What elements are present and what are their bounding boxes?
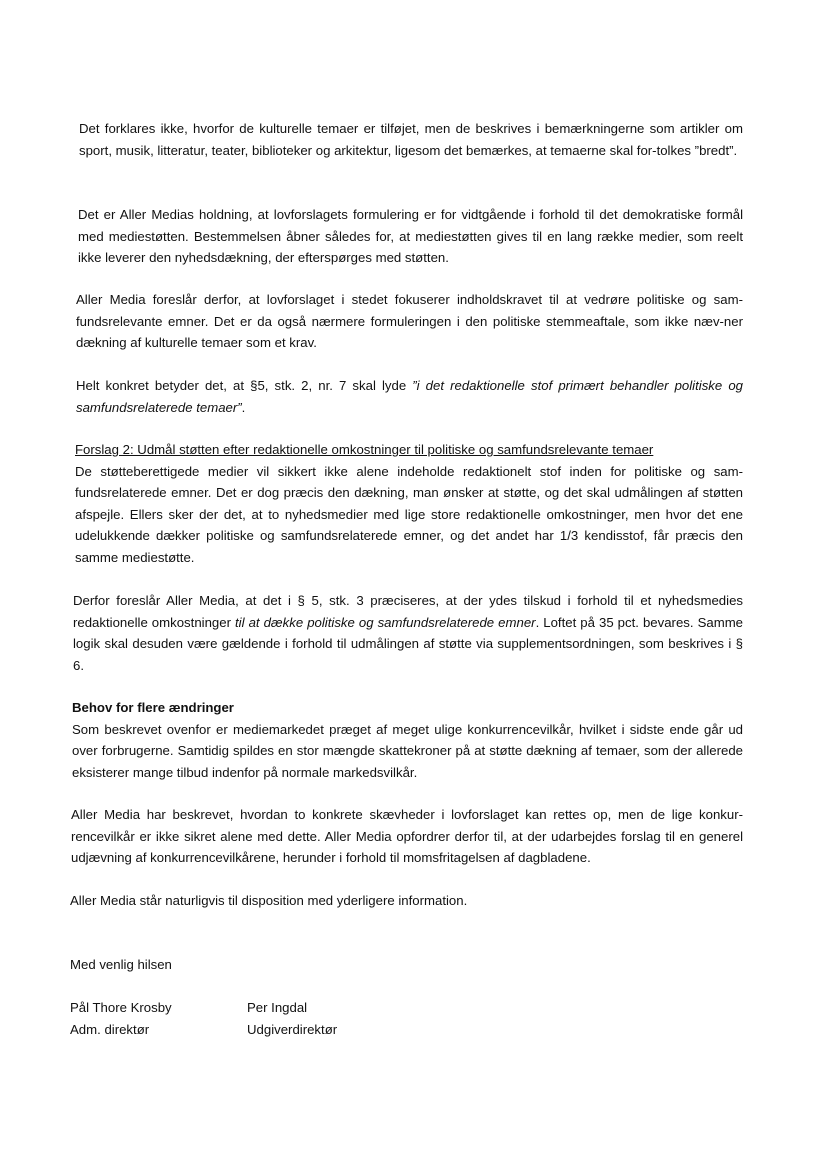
paragraph-concrete-wording-start: Helt konkret betyder det, at §5, stk. 2, nr. 7 skal lyde	[76, 378, 413, 393]
paragraph-proposal-2: De støtteberettigede medier vil sikkert ikke alene indeholde redaktionelt stof inden for politiske og sam-fundsrelaterede emner. Det er dog præcis den dækning, man ønsker at støtte, og det skal udmålingen af støtten afspejle. Ellers sker der det, at to nyhedsmedier med lige store redaktionelle omkostninger, men hvor det ene udelukkende dækker politiske og samfundsrelaterede emner, og det andet har 1/3 kendisstof, får præcis den samme mediestøtte.	[75, 463, 743, 565]
paragraph-concrete-wording-end: .	[241, 399, 246, 415]
closing-greeting: Med venlig hilsen	[70, 957, 172, 972]
signatory-2	[247, 997, 337, 1040]
signatory-1-name: Pål Thore Krosby	[70, 1000, 172, 1015]
paragraph-cultural-themes: Det forklares ikke, hvorfor de kulturelle temaer er tilføjet, men de beskrives i bemærkningerne som artikler om sport, musik, litteratur, teater, biblioteker og arkitektur, ligesom det bemærkes, at temaerne skal for-tolkes ”bredt”.	[79, 121, 743, 158]
paragraph-proposal-focus: Aller Media foreslår derfor, at lovforslaget i stedet fokuserer indholdskravet til at vedrøre politiske og sam-fundsrelevante emner. Det er da også nærmere formuleringen i den politiske stemmeaftale, som ikke næv-ner dækning af kulturelle temaer som et krav.	[76, 292, 743, 350]
paragraph-aller-position: Det er Aller Medias holdning, at lovforslagets formulering er for vidtgående i forhold til det demokratiske formål med mediestøtten. Bestemmelsen åbner således for, at mediestøtten gives til en lang række medier, som reelt ikke leverer den nyhedsdækning, der efterspørges med støtten.	[78, 207, 743, 265]
paragraph-concrete-wording-quote: ”i det redaktionelle stof primært behandler politiske og samfundsrelaterede temaer”	[76, 378, 743, 415]
section-proposal-2	[75, 439, 743, 568]
paragraph-proposal-2-detail-start: Derfor foreslår Aller Media, at det i § 5, stk. 3 præciseres, at der ydes tilskud i forhold til et nyhedsmedies redaktionelle omkostninger	[73, 593, 743, 630]
signatory-2-title: Udgiverdirektør	[247, 1021, 338, 1037]
heading-proposal-2: Forslag 2: Udmål støtten efter redaktionelle omkostninger til politiske og samfundsrelevante temaer	[75, 442, 654, 457]
paragraph-competition: Aller Media har beskrevet, hvordan to konkrete skævheder i lovforslaget kan rettes op, men de lige konkur-rencevilkår er ikke sikret alene med dette. Aller Media opfordrer derfor til, at der udarbejdes forslag til en generel udjævning af konkurrencevilkårene, herunder i forhold til momsfritagelsen af dagbladene.	[71, 807, 743, 865]
signatory-1	[70, 997, 172, 1040]
paragraph-proposal-2-detail	[73, 590, 743, 676]
paragraph-availability: Aller Media står naturligvis til disposition med yderligere information.	[70, 893, 468, 908]
signatory-2-name: Per Ingdal	[247, 1000, 308, 1015]
section-more-changes	[72, 697, 743, 783]
heading-more-changes: Behov for flere ændringer	[72, 700, 234, 715]
paragraph-more-changes: Som beskrevet ovenfor er mediemarkedet præget af meget ulige konkurrencevilkår, hvilket i sidste ende går ud over forbrugerne. Samtidig spildes en stor mængde skattekroner på at støtte dækning af temaer, som der allerede eksisterer mange tilbud indenfor på normale markedsvilkår.	[72, 721, 743, 780]
paragraph-proposal-2-detail-italic: til at dække politiske og samfundsrelaterede emner	[235, 614, 536, 630]
paragraph-proposal-2-detail-end: . Loftet på 35 pct. bevares. Samme logik skal desuden være gældende i forhold til udmålingen af støtte via supplementsordningen, som beskrives i § 6.	[73, 614, 744, 673]
signatory-1-title: Adm. direktør	[70, 1021, 150, 1037]
paragraph-concrete-wording	[76, 375, 743, 418]
